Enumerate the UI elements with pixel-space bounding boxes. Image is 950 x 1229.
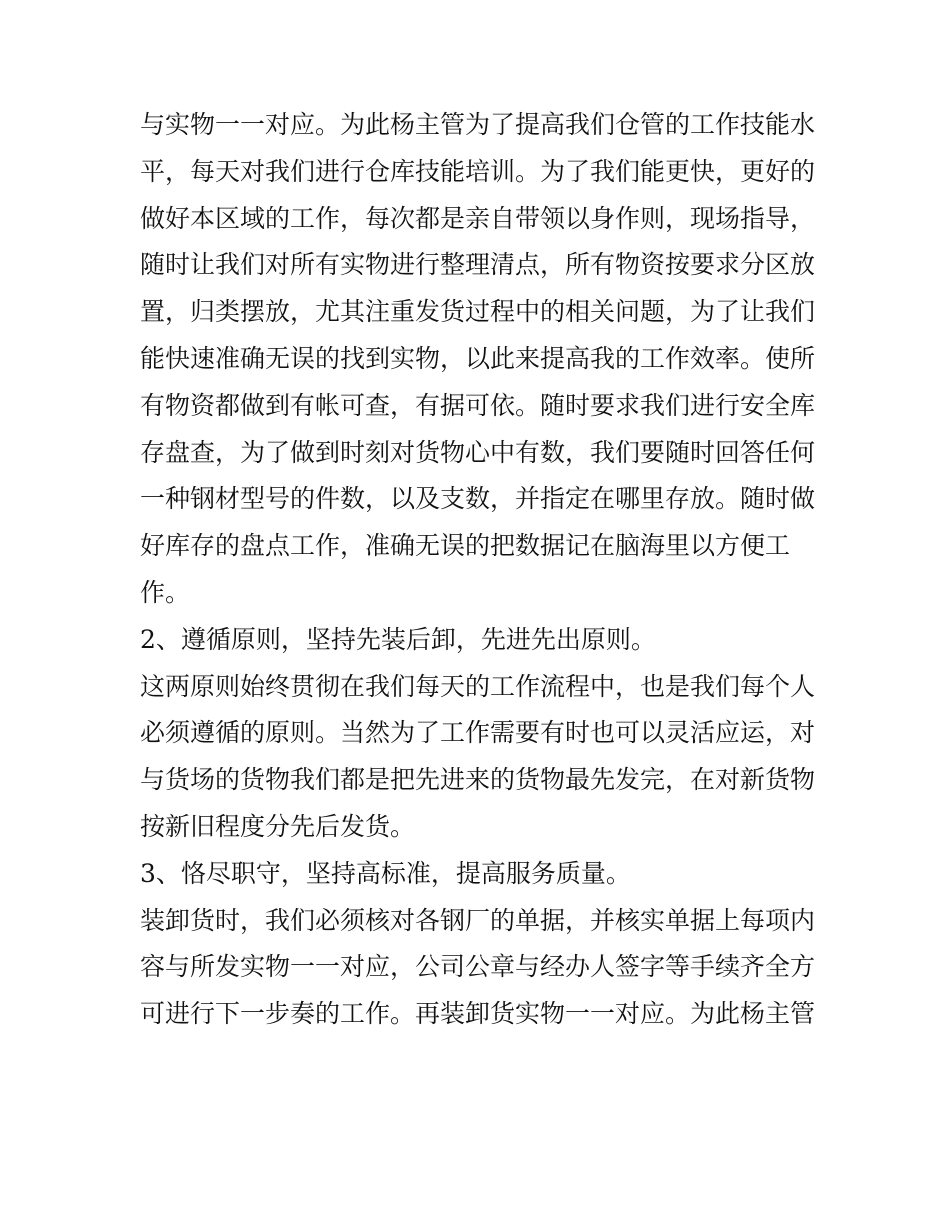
text-line: 有物资都做到有帐可查，有据可依。随时要求我们进行安全库 [140, 390, 816, 420]
text-line: 容与所发实物一一对应，公司公章与经办人签字等手续齐全方 [140, 952, 816, 982]
section-heading: 3、恪尽职守，坚持高标准，提高服务质量。 [140, 858, 631, 888]
text-line: 做好本区域的工作，每次都是亲自带领以身作则，现场指导， [140, 203, 816, 233]
text-line: 与货场的货物我们都是把先进来的货物最先发完，在对新货物 [140, 765, 816, 795]
body-text [140, 102, 830, 1038]
text-line: 随时让我们对所有实物进行整理清点，所有物资按要求分区放 [140, 250, 816, 280]
text-line: 可进行下一步奏的工作。再装卸货实物一一对应。为此杨主管 [140, 999, 816, 1029]
text-line: 平，每天对我们进行仓库技能培训。为了我们能更快，更好的 [140, 156, 816, 186]
text-line: 一种钢材型号的件数，以及支数，并指定在哪里存放。随时做 [140, 484, 816, 514]
text-line: 能快速准确无误的找到实物，以此来提高我的工作效率。使所 [140, 343, 816, 373]
section-heading: 2、遵循原则，坚持先装后卸，先进先出原则。 [140, 624, 656, 654]
text-line: 装卸货时，我们必须核对各钢厂的单据，并核实单据上每项内 [140, 905, 816, 935]
text-line: 好库存的盘点工作，准确无误的把数据记在脑海里以方便工 [140, 531, 791, 561]
text-line: 必须遵循的原则。当然为了工作需要有时也可以灵活应运，对 [140, 718, 816, 748]
text-line: 存盘查，为了做到时刻对货物心中有数，我们要随时回答任何 [140, 437, 816, 467]
text-line: 置，归类摆放，尤其注重发货过程中的相关问题，为了让我们 [140, 297, 816, 327]
text-line: 按新旧程度分先后发货。 [140, 811, 416, 841]
text-line: 这两原则始终贯彻在我们每天的工作流程中，也是我们每个人 [140, 671, 816, 701]
text-line: 与实物一一对应。为此杨主管为了提高我们仓管的工作技能水 [140, 110, 816, 139]
text-line: 作。 [140, 577, 191, 607]
